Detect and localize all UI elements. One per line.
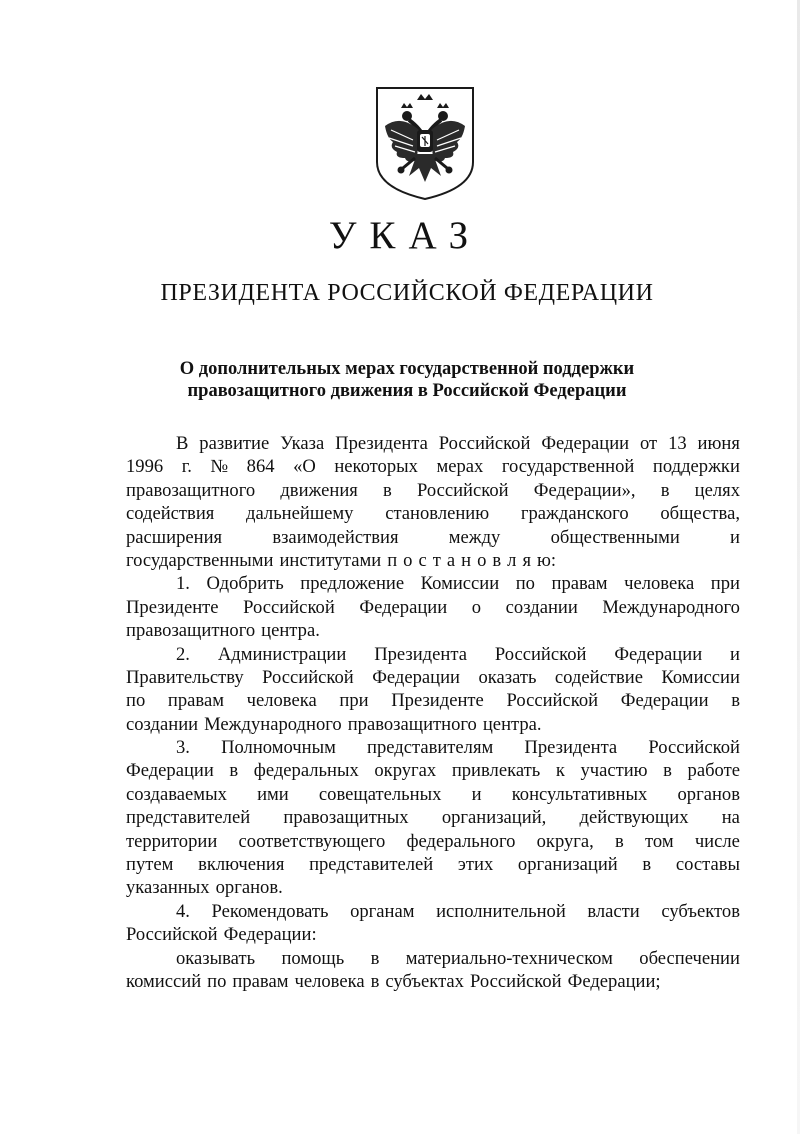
body-word: Федерации — [614, 643, 703, 665]
body-word: в — [663, 760, 672, 782]
body-word: исполнительной — [436, 900, 566, 922]
body-word: институтами — [279, 549, 382, 571]
body-line — [126, 830, 740, 853]
body-word: Полномочным — [221, 737, 336, 759]
body-line — [126, 923, 740, 946]
body-word: правозащитных — [283, 807, 409, 829]
body-word: Рекомендовать — [211, 900, 329, 922]
body-word: т — [432, 549, 441, 571]
body-word: государственными — [126, 549, 274, 571]
body-word: работе — [687, 760, 740, 782]
body-word: Российской — [262, 666, 354, 688]
body-word: федеральных — [253, 760, 359, 782]
body-line — [126, 502, 740, 525]
body-line — [126, 970, 740, 993]
body-word: организаций — [517, 854, 618, 876]
body-line — [126, 689, 740, 712]
body-word: Российской — [438, 433, 531, 454]
body-word: с — [418, 549, 427, 571]
body-word: комиссий — [126, 970, 202, 992]
body-line — [126, 572, 740, 595]
body-word: представителей — [126, 807, 251, 829]
body-word: 13 — [668, 433, 687, 454]
body-word: Международного — [602, 596, 740, 618]
body-word: в — [492, 549, 502, 571]
body-line — [126, 736, 740, 759]
body-line — [126, 947, 740, 970]
body-word: правозащитного — [126, 620, 256, 642]
body-word: представителей — [309, 854, 434, 876]
body-word: 2. — [176, 643, 190, 665]
body-word: по — [207, 970, 227, 992]
body-line — [126, 783, 740, 806]
body-word: человека — [246, 690, 317, 712]
body-word: в — [370, 947, 380, 969]
body-word: ими — [257, 783, 289, 805]
body-word: Российской — [469, 970, 562, 992]
body-word: правам — [551, 573, 608, 595]
body-word: содействия — [126, 503, 215, 525]
body-word: развитие — [199, 433, 270, 454]
body-word: округах — [374, 760, 437, 782]
body-word: Федерации; — [567, 970, 661, 992]
body-word: консультативных — [511, 783, 648, 805]
body-word: включения — [198, 854, 285, 876]
body-word: Администрации — [217, 643, 347, 665]
heading-line: О дополнительных мерах государственной поддержки — [179, 359, 635, 379]
body-word: Президенте — [391, 690, 484, 712]
coat-of-arms-icon — [373, 84, 477, 202]
body-word: органов — [677, 783, 740, 805]
body-word: организаций, — [441, 807, 547, 829]
body-word: н — [461, 549, 472, 571]
body-word: взаимодействия — [272, 526, 399, 548]
body-word: расширения — [126, 526, 223, 548]
decree-body — [126, 432, 740, 993]
body-word: создании — [126, 713, 199, 735]
body-line — [126, 479, 740, 502]
body-line — [126, 759, 740, 782]
body-word: государственной — [501, 456, 635, 478]
body-word: становлению — [385, 503, 490, 525]
body-word: в — [370, 970, 380, 992]
body-word: правозащитного — [347, 713, 477, 735]
decree-subtitle: ПРЕЗИДЕНТА РОССИЙСКОЙ ФЕДЕРАЦИИ — [160, 280, 654, 306]
body-word: целях — [694, 479, 740, 501]
body-word: Федерации — [372, 666, 460, 688]
body-word: «О — [293, 456, 316, 478]
body-word: по — [515, 573, 535, 595]
body-word: дальнейшему — [246, 503, 354, 525]
decree-heading — [0, 358, 800, 402]
body-word: Правительству — [126, 666, 244, 688]
body-word: указанных — [126, 877, 210, 899]
body-line — [126, 526, 740, 549]
body-line — [126, 900, 740, 923]
body-word: Российской — [243, 596, 335, 618]
body-word: а — [446, 549, 456, 571]
body-word: власти — [587, 900, 640, 922]
body-word: июня — [697, 433, 740, 454]
body-word: правозащитного — [126, 479, 256, 501]
body-word: Российской — [506, 690, 599, 712]
body-word: Федерации — [359, 596, 448, 618]
heading-line: правозащитного движения в Российской Федерации — [187, 381, 627, 401]
body-word: в — [615, 830, 624, 852]
body-word: субъектах — [385, 970, 464, 992]
body-word: создаваемых — [126, 783, 227, 805]
body-word: Указа — [280, 433, 325, 454]
body-word: Президента — [524, 737, 618, 759]
body-word: участию — [580, 760, 648, 782]
body-line — [126, 713, 740, 736]
body-word: в — [660, 479, 670, 501]
body-line — [126, 853, 740, 876]
body-word: 4. — [176, 900, 190, 922]
body-word: Федерации — [126, 760, 214, 782]
body-word: о — [403, 549, 413, 571]
body-word: центра. — [482, 713, 542, 735]
body-word: Одобрить — [206, 573, 284, 595]
body-word: том — [645, 830, 674, 852]
body-word: и — [471, 783, 482, 805]
body-word: этих — [457, 854, 494, 876]
body-word: Президента — [335, 433, 428, 454]
body-word: соответствующего — [238, 830, 386, 852]
body-word: совещательных — [318, 783, 442, 805]
body-word: содействие — [554, 666, 643, 688]
body-word: 3. — [176, 737, 190, 759]
body-word: 864 — [246, 456, 275, 478]
body-line — [126, 666, 740, 689]
body-word: в — [229, 760, 239, 782]
body-word: Федерации: — [223, 924, 317, 946]
body-word: мерах — [436, 456, 484, 478]
body-word: Международного — [204, 713, 342, 735]
body-line — [126, 876, 740, 899]
body-word: на — [721, 807, 740, 829]
body-word: округа, — [536, 830, 594, 852]
body-word: Комиссии — [420, 573, 500, 595]
body-word: в — [731, 690, 740, 712]
body-word: органов. — [215, 877, 283, 899]
body-word: оказать — [478, 666, 537, 688]
body-word: человека — [624, 573, 695, 595]
body-word: при — [339, 690, 369, 712]
body-word: федерального — [406, 830, 516, 852]
body-word: человека — [294, 970, 365, 992]
body-word: субъектов — [661, 900, 740, 922]
body-word: движения — [280, 479, 358, 501]
body-word: Российской — [126, 924, 218, 946]
body-word: № — [210, 456, 229, 478]
body-word: числе — [694, 830, 740, 852]
body-word: Российской — [648, 737, 740, 759]
body-word: г. — [181, 456, 192, 478]
body-word: поддержки — [652, 456, 740, 478]
body-word: материально-техническом — [405, 947, 613, 969]
body-word: Российской — [494, 643, 587, 665]
body-word: Президенте — [126, 596, 219, 618]
body-word: действующих — [579, 807, 689, 829]
body-word: путем — [126, 854, 174, 876]
body-line — [126, 619, 740, 642]
body-word: л — [507, 549, 517, 571]
body-word: о — [471, 596, 482, 618]
body-word: по — [126, 690, 146, 712]
body-line — [126, 549, 740, 572]
body-word: предложение — [300, 573, 405, 595]
body-word: при — [710, 573, 740, 595]
body-word: привлекать — [451, 760, 541, 782]
body-word: я — [522, 549, 532, 571]
body-word: гражданского — [520, 503, 629, 525]
body-line — [126, 643, 740, 666]
body-word: ю: — [537, 549, 557, 571]
body-word: составы — [675, 854, 740, 876]
body-word: Федерации — [620, 690, 709, 712]
body-word: общественными — [550, 526, 680, 548]
body-line — [126, 806, 740, 829]
body-line — [126, 455, 740, 478]
decree-title: УКАЗ — [328, 214, 482, 257]
body-word: между — [448, 526, 501, 548]
body-word: 1996 — [126, 456, 164, 478]
body-word: создании — [505, 596, 578, 618]
body-word: некоторых — [334, 456, 418, 478]
body-word: Федерации», — [533, 479, 636, 501]
body-word: от — [640, 433, 658, 454]
body-word: в — [383, 479, 392, 501]
body-word: в — [642, 854, 652, 876]
body-word: правам — [232, 970, 289, 992]
body-word: помощь — [281, 947, 345, 969]
body-word: о — [477, 549, 487, 571]
body-word: Президента — [374, 643, 467, 665]
body-word: правам — [167, 690, 224, 712]
body-word: территории — [126, 830, 218, 852]
body-word: и — [730, 526, 740, 548]
body-word: п — [387, 549, 398, 571]
body-word: и — [730, 643, 740, 665]
body-word: органам — [350, 900, 415, 922]
body-word: к — [555, 760, 565, 782]
body-word: 1. — [176, 573, 190, 595]
body-line — [126, 432, 740, 455]
body-word: представителям — [367, 737, 494, 759]
body-word: Российской — [416, 479, 509, 501]
body-word: оказывать — [176, 947, 256, 969]
body-word: Федерации — [541, 433, 630, 454]
body-word: центра. — [261, 620, 320, 642]
body-word: Комиссии — [661, 666, 740, 688]
body-word: обеспечении — [639, 947, 740, 969]
body-word: В — [176, 433, 189, 454]
body-line — [126, 596, 740, 619]
body-word: общества, — [660, 503, 740, 525]
